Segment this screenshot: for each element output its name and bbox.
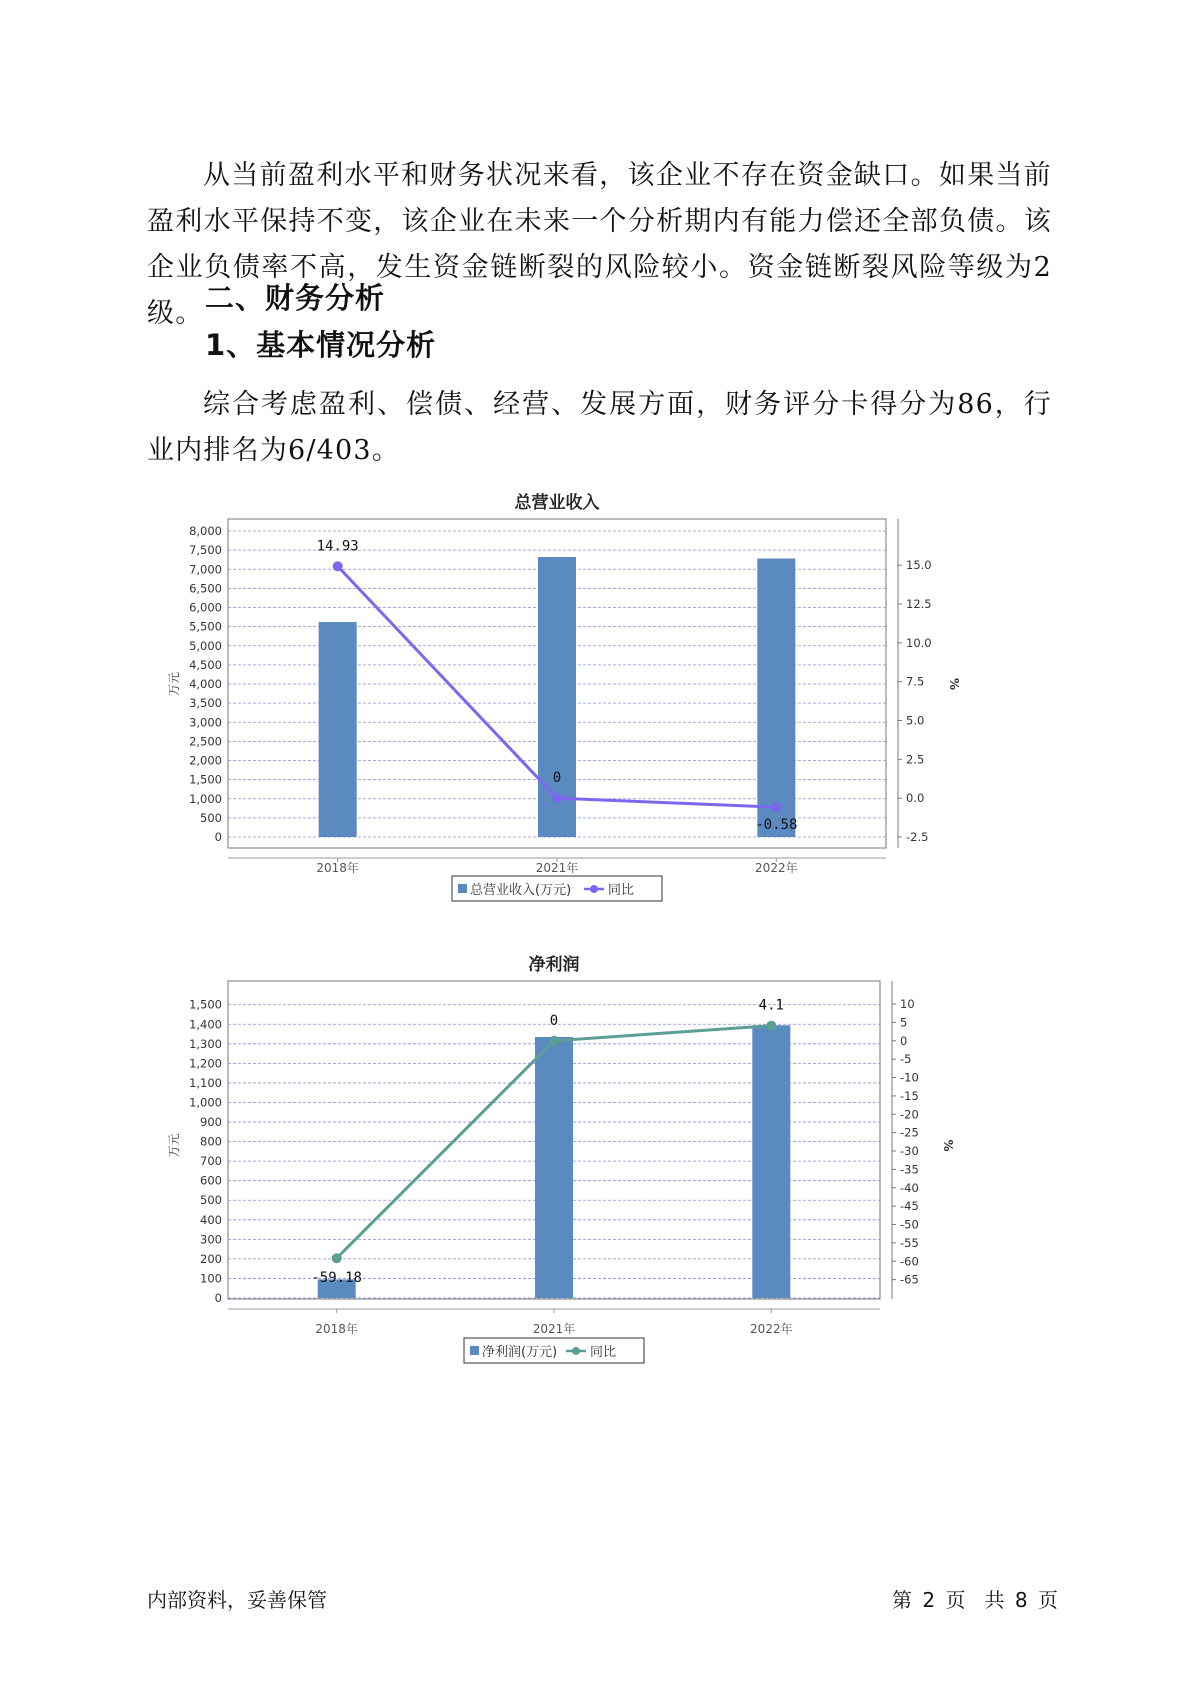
y-tick-label: 1,400 (189, 1017, 222, 1032)
yoy-data-label: 0 (549, 1012, 559, 1029)
x-tick-label: 2022年 (750, 1322, 793, 1336)
page-total: 8 (1014, 1588, 1028, 1612)
y-tick-label: 4,000 (189, 677, 222, 691)
page-number (892, 1584, 1062, 1613)
yoy-point-1 (333, 561, 343, 571)
legend-bar-swatch (458, 884, 467, 893)
y2-tick-label: 0.0 (906, 791, 925, 806)
y-tick-label: 6,500 (189, 581, 222, 596)
y-tick-label: 100 (200, 1271, 222, 1286)
y-tick-label: 300 (200, 1232, 222, 1247)
y2-tick-label: 5.0 (906, 713, 925, 728)
page-mid: 页 共 (945, 1588, 1005, 1612)
y-tick-label: 6,000 (189, 600, 222, 615)
y-tick-label: 3,500 (189, 696, 222, 711)
y-tick-label: 0 (214, 1291, 222, 1305)
y-tick-label: 3,000 (189, 715, 222, 730)
y2-tick-label: -65 (900, 1272, 919, 1287)
x-tick-label: 2021年 (532, 1322, 576, 1336)
legend-line-label: 同比 (590, 1345, 617, 1360)
summary-paragraph: 从当前盈利水平和财务状况来看，该企业不存在资金缺口。如果当前盈利水平保持不变，该企业在未来一个分析期内有能力偿还全部负债。该企业负债率不高，发生资金链断裂的风险较小。资金链断裂风险等级为2级。 (147, 160, 1052, 329)
y2-tick-label: -25 (900, 1125, 919, 1140)
subsection-heading: 1、基本情况分析 (205, 328, 437, 362)
y-tick-label: 1,300 (189, 1036, 222, 1051)
y2-tick-label: -35 (900, 1162, 919, 1177)
score-paragraph: 综合考虑盈利、偿债、经营、发展方面，财务评分卡得分为86，行业内排名为6/403。 (147, 389, 1052, 466)
bar-2 (535, 1037, 573, 1298)
yoy-data-label: 4.1 (758, 997, 784, 1014)
footer-note: 内部资料，妥善保管 (147, 1588, 327, 1612)
y-tick-label: 1,000 (189, 791, 222, 806)
y-axis-label: 万元 (167, 1133, 181, 1158)
yoy-data-label: 14.93 (316, 538, 359, 555)
y-tick-label: 1,100 (189, 1075, 222, 1090)
net-profit-chart (167, 950, 990, 1380)
y-tick-label: 8,000 (189, 524, 222, 538)
section-heading: 二、财务分析 (205, 281, 386, 315)
y2-tick-label: 10.0 (906, 635, 932, 650)
y-tick-label: 1,200 (189, 1056, 222, 1071)
legend-line-dot (572, 1347, 580, 1355)
yoy-point-3 (766, 1021, 776, 1031)
y2-tick-label: -50 (900, 1217, 919, 1232)
bar-3 (752, 1025, 790, 1298)
y2-axis-label: % (941, 1139, 955, 1152)
y-tick-label: 1,500 (189, 997, 222, 1012)
bar-3 (755, 559, 798, 837)
revenue-chart (167, 488, 990, 908)
y2-tick-label: -10 (900, 1070, 919, 1085)
yoy-data-label: -59.18 (311, 1270, 362, 1287)
y2-tick-label: 15.0 (906, 558, 932, 573)
y-tick-label: 800 (200, 1134, 222, 1149)
y-tick-label: 200 (200, 1251, 222, 1266)
y-tick-label: 7,500 (189, 543, 222, 558)
x-tick-label: 2022年 (755, 861, 798, 875)
y2-tick-label: -55 (900, 1235, 919, 1250)
page-suffix: 页 (1037, 1588, 1058, 1612)
y-tick-label: 700 (200, 1154, 222, 1169)
y2-axis-label: % (947, 677, 961, 691)
y-tick-label: 1,500 (189, 772, 222, 787)
y2-tick-label: -15 (900, 1088, 919, 1103)
legend-bar-label: 净利润(万元) (482, 1345, 558, 1360)
y2-tick-label: -45 (900, 1199, 919, 1214)
y2-tick-label: -20 (900, 1107, 919, 1122)
page-current: 2 (922, 1588, 936, 1612)
x-tick-label: 2021年 (535, 861, 579, 875)
y-tick-label: 1,000 (189, 1095, 222, 1110)
y-tick-label: 4,500 (189, 657, 222, 672)
y2-tick-label: 2.5 (906, 752, 925, 767)
y2-tick-label: -40 (900, 1180, 919, 1195)
y2-tick-label: -5 (900, 1052, 912, 1067)
y2-tick-label: 7.5 (906, 674, 925, 689)
y-tick-label: 0 (214, 830, 222, 844)
x-tick-label: 2018年 (315, 1322, 358, 1336)
legend-bar-swatch (470, 1346, 479, 1355)
page-prefix: 第 (892, 1588, 912, 1612)
y-axis-label: 万元 (167, 671, 181, 697)
yoy-point-1 (332, 1253, 342, 1263)
y-tick-label: 500 (200, 1193, 222, 1208)
legend-line-label: 同比 (608, 883, 635, 898)
y2-tick-label: -2.5 (906, 830, 929, 844)
chart-title: 净利润 (528, 955, 580, 975)
y-tick-label: 2,000 (189, 753, 222, 768)
y2-tick-label: -30 (900, 1144, 919, 1159)
yoy-point-2 (549, 1036, 559, 1046)
y-tick-label: 5,000 (189, 638, 222, 653)
y-tick-label: 500 (200, 810, 222, 825)
y2-tick-label: 12.5 (906, 597, 932, 612)
y-tick-label: 5,500 (189, 619, 222, 634)
y2-tick-label: 10 (900, 997, 915, 1012)
chart-title: 总营业收入 (514, 493, 600, 513)
legend-line-dot (590, 885, 598, 893)
yoy-point-2 (552, 793, 562, 803)
y-tick-label: 2,500 (189, 734, 222, 749)
y-tick-label: 7,000 (189, 562, 222, 577)
y2-tick-label: -60 (900, 1254, 919, 1269)
bar-1 (319, 622, 357, 837)
y-tick-label: 400 (200, 1212, 222, 1227)
legend-bar-label: 总营业收入(万元) (470, 883, 572, 898)
y2-tick-label: 0 (900, 1033, 908, 1048)
y-tick-label: 900 (200, 1115, 222, 1130)
yoy-point-3 (771, 802, 781, 812)
y-tick-label: 600 (200, 1173, 222, 1188)
yoy-data-label: -0.58 (755, 817, 798, 834)
y2-tick-label: 5 (900, 1015, 908, 1030)
yoy-data-label: 0 (552, 770, 562, 787)
x-tick-label: 2018年 (316, 861, 359, 875)
